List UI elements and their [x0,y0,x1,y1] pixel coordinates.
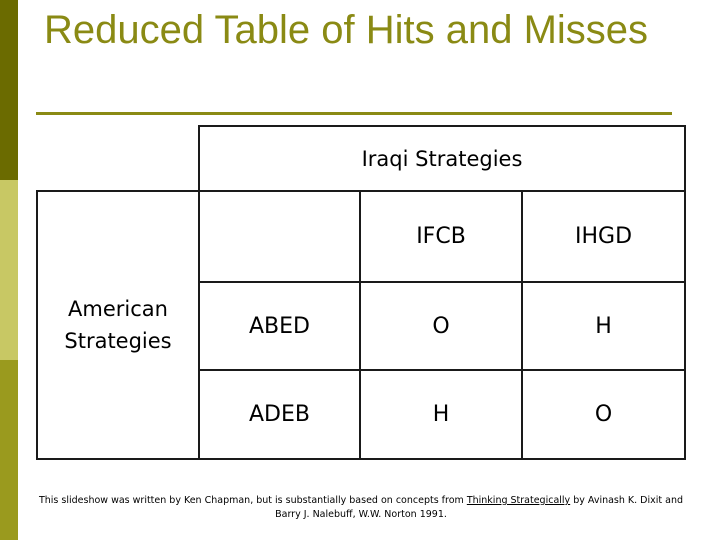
table-cell: H [432,402,450,427]
table-border-right [684,125,686,460]
footnote-book-title: Thinking Strategically [466,495,571,506]
table-cell: O [432,313,450,339]
side-bar-bottom [0,360,18,540]
column-header: IFCB [416,224,466,249]
column-header: IHGD [574,224,633,249]
row-label: ABED [249,313,310,339]
footnote-credit [36,494,686,522]
table-border-bottom [36,458,686,460]
title-underline [36,112,672,115]
table-cell: H [595,313,612,339]
side-bar-middle [0,180,18,360]
column-group-header: Iraqi Strategies [361,146,523,171]
row-group-header: American Strategies [64,297,172,353]
slide-title: Reduced Table of Hits and Misses [44,8,649,52]
side-bar-top [0,0,18,180]
footnote-text: This slideshow was written by Ken Chapman, but is substantially based on concepts from [38,495,467,506]
footnote-text-end: by Avinash K. Dixit and Barry J. Nalebuff, W.W. Norton 1991. [275,495,684,520]
row-label: ADEB [249,402,310,427]
table-cell: O [594,402,613,427]
